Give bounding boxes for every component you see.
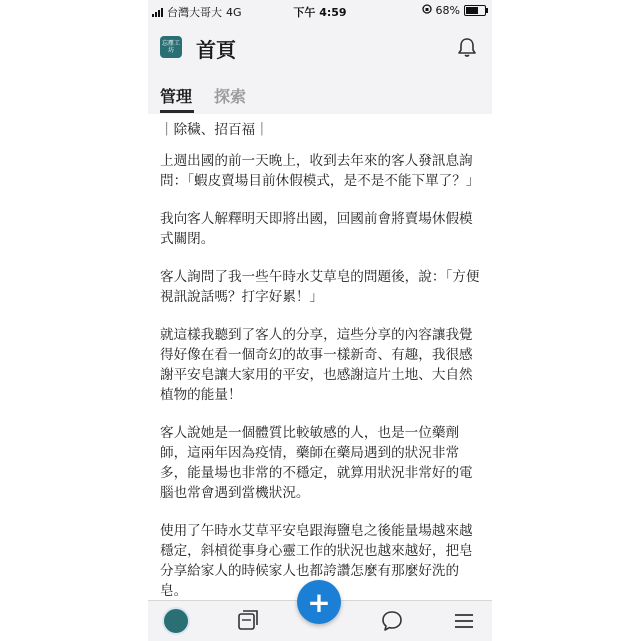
avatar [162,607,190,635]
network-type: 4G [226,5,242,19]
app-header [148,26,492,70]
menu-icon[interactable] [450,607,478,635]
tab-explore[interactable]: 探索 [214,87,247,106]
plus-icon: + [307,585,331,619]
paragraph: 使用了午時水艾草平安皂跟海鹽皂之後能量場越來越穩定，斜槓從事身心靈工作的狀況也越來越好，把皂分享給家人的時候家人也都誇讚怎麼有那麼好洗的皂。 [160,523,473,599]
paragraph: 客人詢問了我一些午時水艾草皂的問題後，說：「方便視訊說話嗎？打字好累！」 [160,269,480,305]
active-tab-indicator [160,110,194,113]
battery-percent: 68% [435,4,460,17]
page-title: 首頁 [196,38,236,62]
battery-icon [464,5,486,16]
status-bar [148,0,492,22]
post-heading: ｜除穢、招百福｜ [160,122,269,138]
tab-manage[interactable]: 管理 [160,87,193,106]
tab-bar [148,84,492,114]
chat-icon[interactable] [378,607,406,635]
phone-screen [148,0,492,640]
paragraph: 上週出國的前一天晚上，收到去年來的客人發訊息詢問：「蝦皮賣場目前休假模式，是不是不能下單了？」 [160,153,480,189]
paragraph: 客人說她是一個體質比較敏感的人，也是一位藥劑師，這兩年因為疫情，藥師在藥局遇到的狀況非常多，能量場也非常的不穩定，就算用狀況非常好的電腦也常會遇到當機狀況。 [160,425,473,501]
status-time: 下午 4:59 [293,6,347,19]
nav-profile[interactable] [162,607,190,635]
cards-icon[interactable] [234,607,262,635]
post-card[interactable] [148,114,492,602]
paragraph: 我向客人解釋明天即將出國，回國前會將賣場休假模式關閉。 [160,211,473,247]
app-logo[interactable] [160,36,182,58]
orientation-lock-icon [422,4,432,17]
logo-text: 忘塵工坊 [161,40,180,54]
paragraph: 就這樣我聽到了客人的分享，這些分享的內容讓我覺得好像在看一個奇幻的故事一樣新奇、有趣，我很感謝平安皂讓大家用的平安，也感謝這片土地、大自然植物的能量！ [160,327,473,403]
add-button[interactable] [297,580,341,624]
carrier-name: 台灣大哥大 [167,6,222,19]
post-body [148,114,492,639]
bell-icon[interactable] [456,36,478,58]
